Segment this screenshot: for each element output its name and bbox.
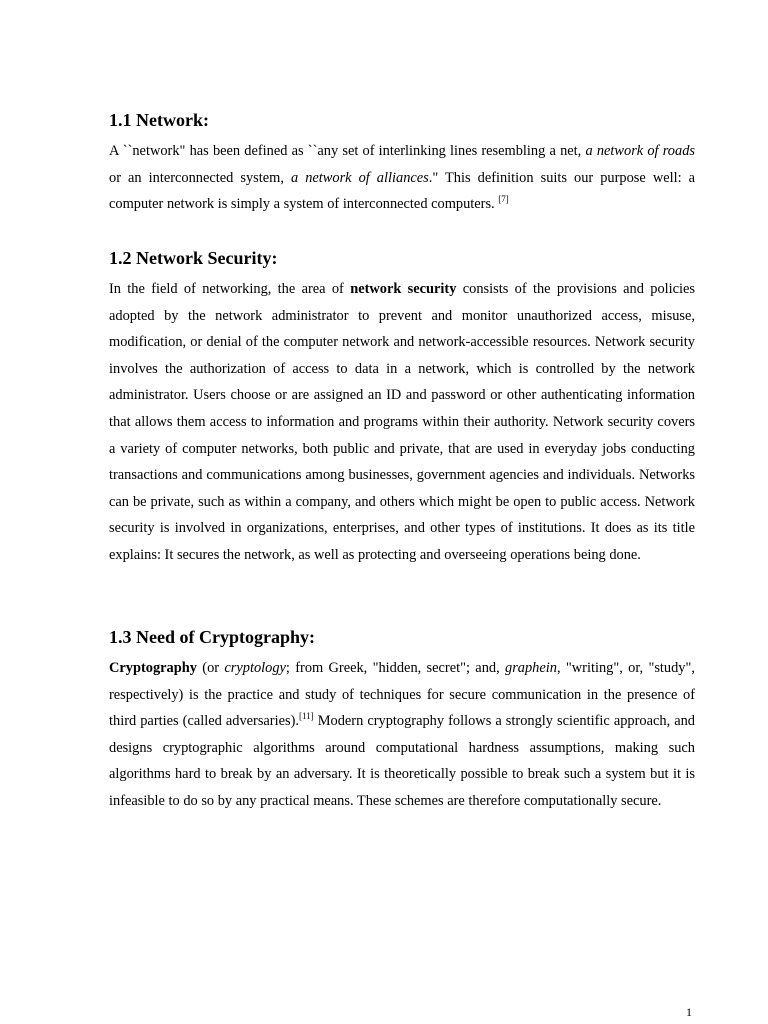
section-heading: 1.3 Need of Cryptography:	[109, 627, 315, 647]
section-paragraph	[109, 138, 695, 218]
citation-ref: [7]	[498, 194, 509, 205]
paragraph-text: (or	[196, 660, 225, 676]
bold-term: Cryptography	[109, 660, 197, 676]
section-need-of-cryptography	[109, 626, 695, 815]
emphasis-text: cryptology	[224, 660, 286, 676]
paragraph-text: consists of the provisions and policies adopted by the network administrator to prevent and monitor unauthorized access, misuse, modification, or denial of the computer network and network-accessible resources. Network security involves the authorization of access to data in a network, which is controlled by the network administrator. Users choose or are assigned an ID and password or other authenticating information that allows them access to information and programs within their authority. Network security covers a variety of computer networks, both public and private, that are used in everyday jobs conducting transactions and communications among businesses, government agencies and individuals. Networks can be private, such as within a company, and others which might be open to public access. Network security is involved in organizations, enterprises, and other types of institutions. It does as its title explains: It secures the network, as well as protecting and overseeing operations being done.	[109, 281, 696, 563]
paragraph-text: , "writing", or, "study", respectively) is the practice and study of techniques for secure communication in the presence of third parties (called adversaries).	[109, 660, 695, 730]
section-heading: 1.1 Network:	[109, 110, 209, 130]
emphasis-text: a network of alliances	[290, 169, 429, 186]
section-paragraph	[109, 655, 695, 815]
paragraph-text: or an interconnected system,	[109, 169, 291, 186]
emphasis-text: a network of roads	[585, 143, 695, 159]
paragraph-text: Modern cryptography follows a strongly scientific approach, and designs cryptographic algorithms around computational hardness assumptions, making such algorithms hard to break by an adversary. It is theoretically possible to break such a system but it is infeasible to do so by any practical means. These schemes are therefore computationally secure.	[109, 713, 695, 809]
section-network-security	[109, 247, 695, 569]
emphasis-text: graphein	[505, 660, 557, 676]
section-network	[109, 109, 695, 218]
page-number: 1	[686, 1005, 692, 1019]
paragraph-text: In the field of networking, the area of	[109, 281, 351, 297]
paragraph-text: A ``network" has been defined as ``any set of interlinking lines resembling a net,	[109, 143, 586, 159]
section-paragraph	[109, 276, 695, 569]
section-heading: 1.2 Network Security:	[109, 248, 278, 268]
citation-ref: [11]	[298, 711, 314, 722]
paragraph-text: ; from Greek, "hidden, secret"; and,	[285, 660, 505, 676]
paragraph-text: ." This definition suits our purpose well: a computer network is simply a system of interconnected computers.	[109, 169, 696, 213]
bold-term: network security	[350, 281, 457, 297]
